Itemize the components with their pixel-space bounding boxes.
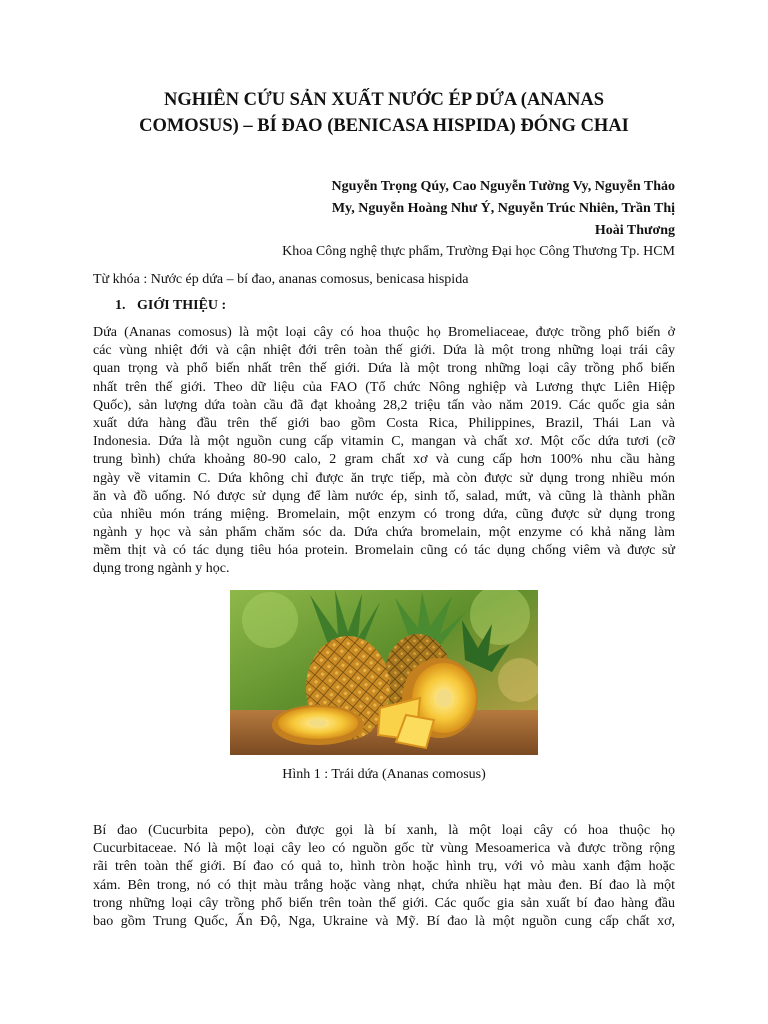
paragraph-line: Cucurbitaceae. Nó là một loại cây leo có nguồn gốc từ vùng Mesoamerica và được trồng rộng — [93, 841, 675, 857]
author-line-3: Hoài Thương — [594, 223, 675, 238]
affiliation: Khoa Công nghệ thực phẩm, Trường Đại học Công Thương Tp. HCM — [282, 244, 675, 259]
title-line-1: NGHIÊN CỨU SẢN XUẤT NƯỚC ÉP DỨA (ANANAS — [163, 90, 605, 110]
paragraph-line: ăn và đồ uống. Nó được sử dụng để làm nước ép, sinh tố, salad, mứt, và cũng là thành phần — [93, 488, 675, 504]
paragraph-line: các vùng nhiệt đới và cận nhiệt đới trên toàn thế giới. Dứa là một trong những loại trái cây — [93, 343, 675, 359]
paragraph-line: nhất trên thế giới. Theo dữ liệu của FAO (Tổ chức Nông nghiệp và Lương thực Liên Hiệp — [93, 379, 675, 395]
author-list — [175, 176, 675, 242]
intro-paragraph-pineapple — [93, 324, 675, 579]
section-title: GIỚI THIỆU : — [137, 298, 227, 313]
title-line-2: COMOSUS) – BÍ ĐAO (BENICASA HISPIDA) ĐÓNG CHAI — [139, 116, 629, 136]
paragraph-line: mềm thịt và có tác dụng tiêu hóa protein. Bromelain cũng có tác dụng chống viêm và được sử — [93, 543, 675, 559]
paragraph-line: Indonesia. Dứa là một nguồn cung cấp vitamin C, mangan và chất xơ. Một cốc dứa tươi (cỡ — [93, 434, 675, 450]
paragraph-line: Dứa (Ananas comosus) là một loại cây có hoa thuộc họ Bromeliaceae, được trồng phổ biến ở — [93, 325, 675, 340]
intro-paragraph-winter-melon — [93, 822, 675, 931]
paragraph-line: trong những loại cây trồng phổ biến trên toàn thế giới. Các quốc gia sản xuất bí đao hàng đầu — [93, 895, 675, 911]
paragraph-line: bao gồm Trung Quốc, Ấn Độ, Nga, Ukraine và Mỹ. Bí đao là một nguồn cung cấp chất xơ, — [93, 913, 675, 929]
paper-title — [100, 87, 668, 139]
author-line-2: My, Nguyễn Hoàng Như Ý, Nguyễn Trúc Nhiên, Trần Thị — [331, 201, 675, 216]
paragraph-line: quan trọng và phổ biến nhất trên thế giới. Dứa là một trong những loại cây trồng phổ biến — [93, 361, 675, 377]
paragraph-line: Bí đao (Cucurbita pepo), còn được gọi là bí xanh, là một loại cây có hoa thuộc họ — [93, 823, 675, 838]
pineapple-photo — [230, 590, 538, 755]
paragraph-line: xám. Bên trong, nó có thịt màu trắng hoặc vàng nhạt, chứa nhiều hạt màu đen. Bí đao là một — [93, 877, 675, 893]
paragraph-line: của nhiều món tráng miệng. Bromelain, một enzym có trong dứa, cũng được sử dụng trong — [93, 506, 675, 522]
section-heading — [115, 296, 226, 316]
paragraph-line: trung bình) chứa khoảng 80-90 calo, 2 gram chất xơ và cung cấp hơn 100% nhu cầu hàng — [93, 452, 675, 468]
paragraph-line: ngày về vitamin C. Dứa không chỉ được ăn trực tiếp, mà còn được sử dụng trong nhiều món — [93, 470, 675, 486]
section-number: 1. — [115, 298, 126, 313]
paragraph-line: xuất dứa hàng đầu trên thế giới bao gồm Costa Rica, Philippines, Brazil, Thái Lan và — [93, 415, 675, 431]
paragraph-line: ngành y học và sản phẩm chăm sóc da. Dứa chứa bromelain, một enzyme có khả năng làm — [93, 525, 675, 541]
paragraph-line: Quốc), sản lượng dứa toàn cầu đã đạt khoảng 28,2 triệu tấn vào năm 2019. Các quốc gia sản — [93, 397, 675, 413]
keywords-line: Từ khóa : Nước ép dứa – bí đao, ananas comosus, benicasa hispida — [93, 272, 469, 287]
paragraph-line: dụng trong ngành y học. — [93, 561, 230, 577]
paragraph-line: rãi trên toàn thế giới. Bí đao có quả to, hình tròn hoặc hình trụ, với vỏ màu xanh đậm hoặc — [93, 859, 675, 875]
figure-caption: Hình 1 : Trái dứa (Ananas comosus) — [282, 767, 486, 782]
author-line-1: Nguyễn Trọng Qúy, Cao Nguyễn Tường Vy, Nguyễn Thảo — [331, 179, 675, 194]
